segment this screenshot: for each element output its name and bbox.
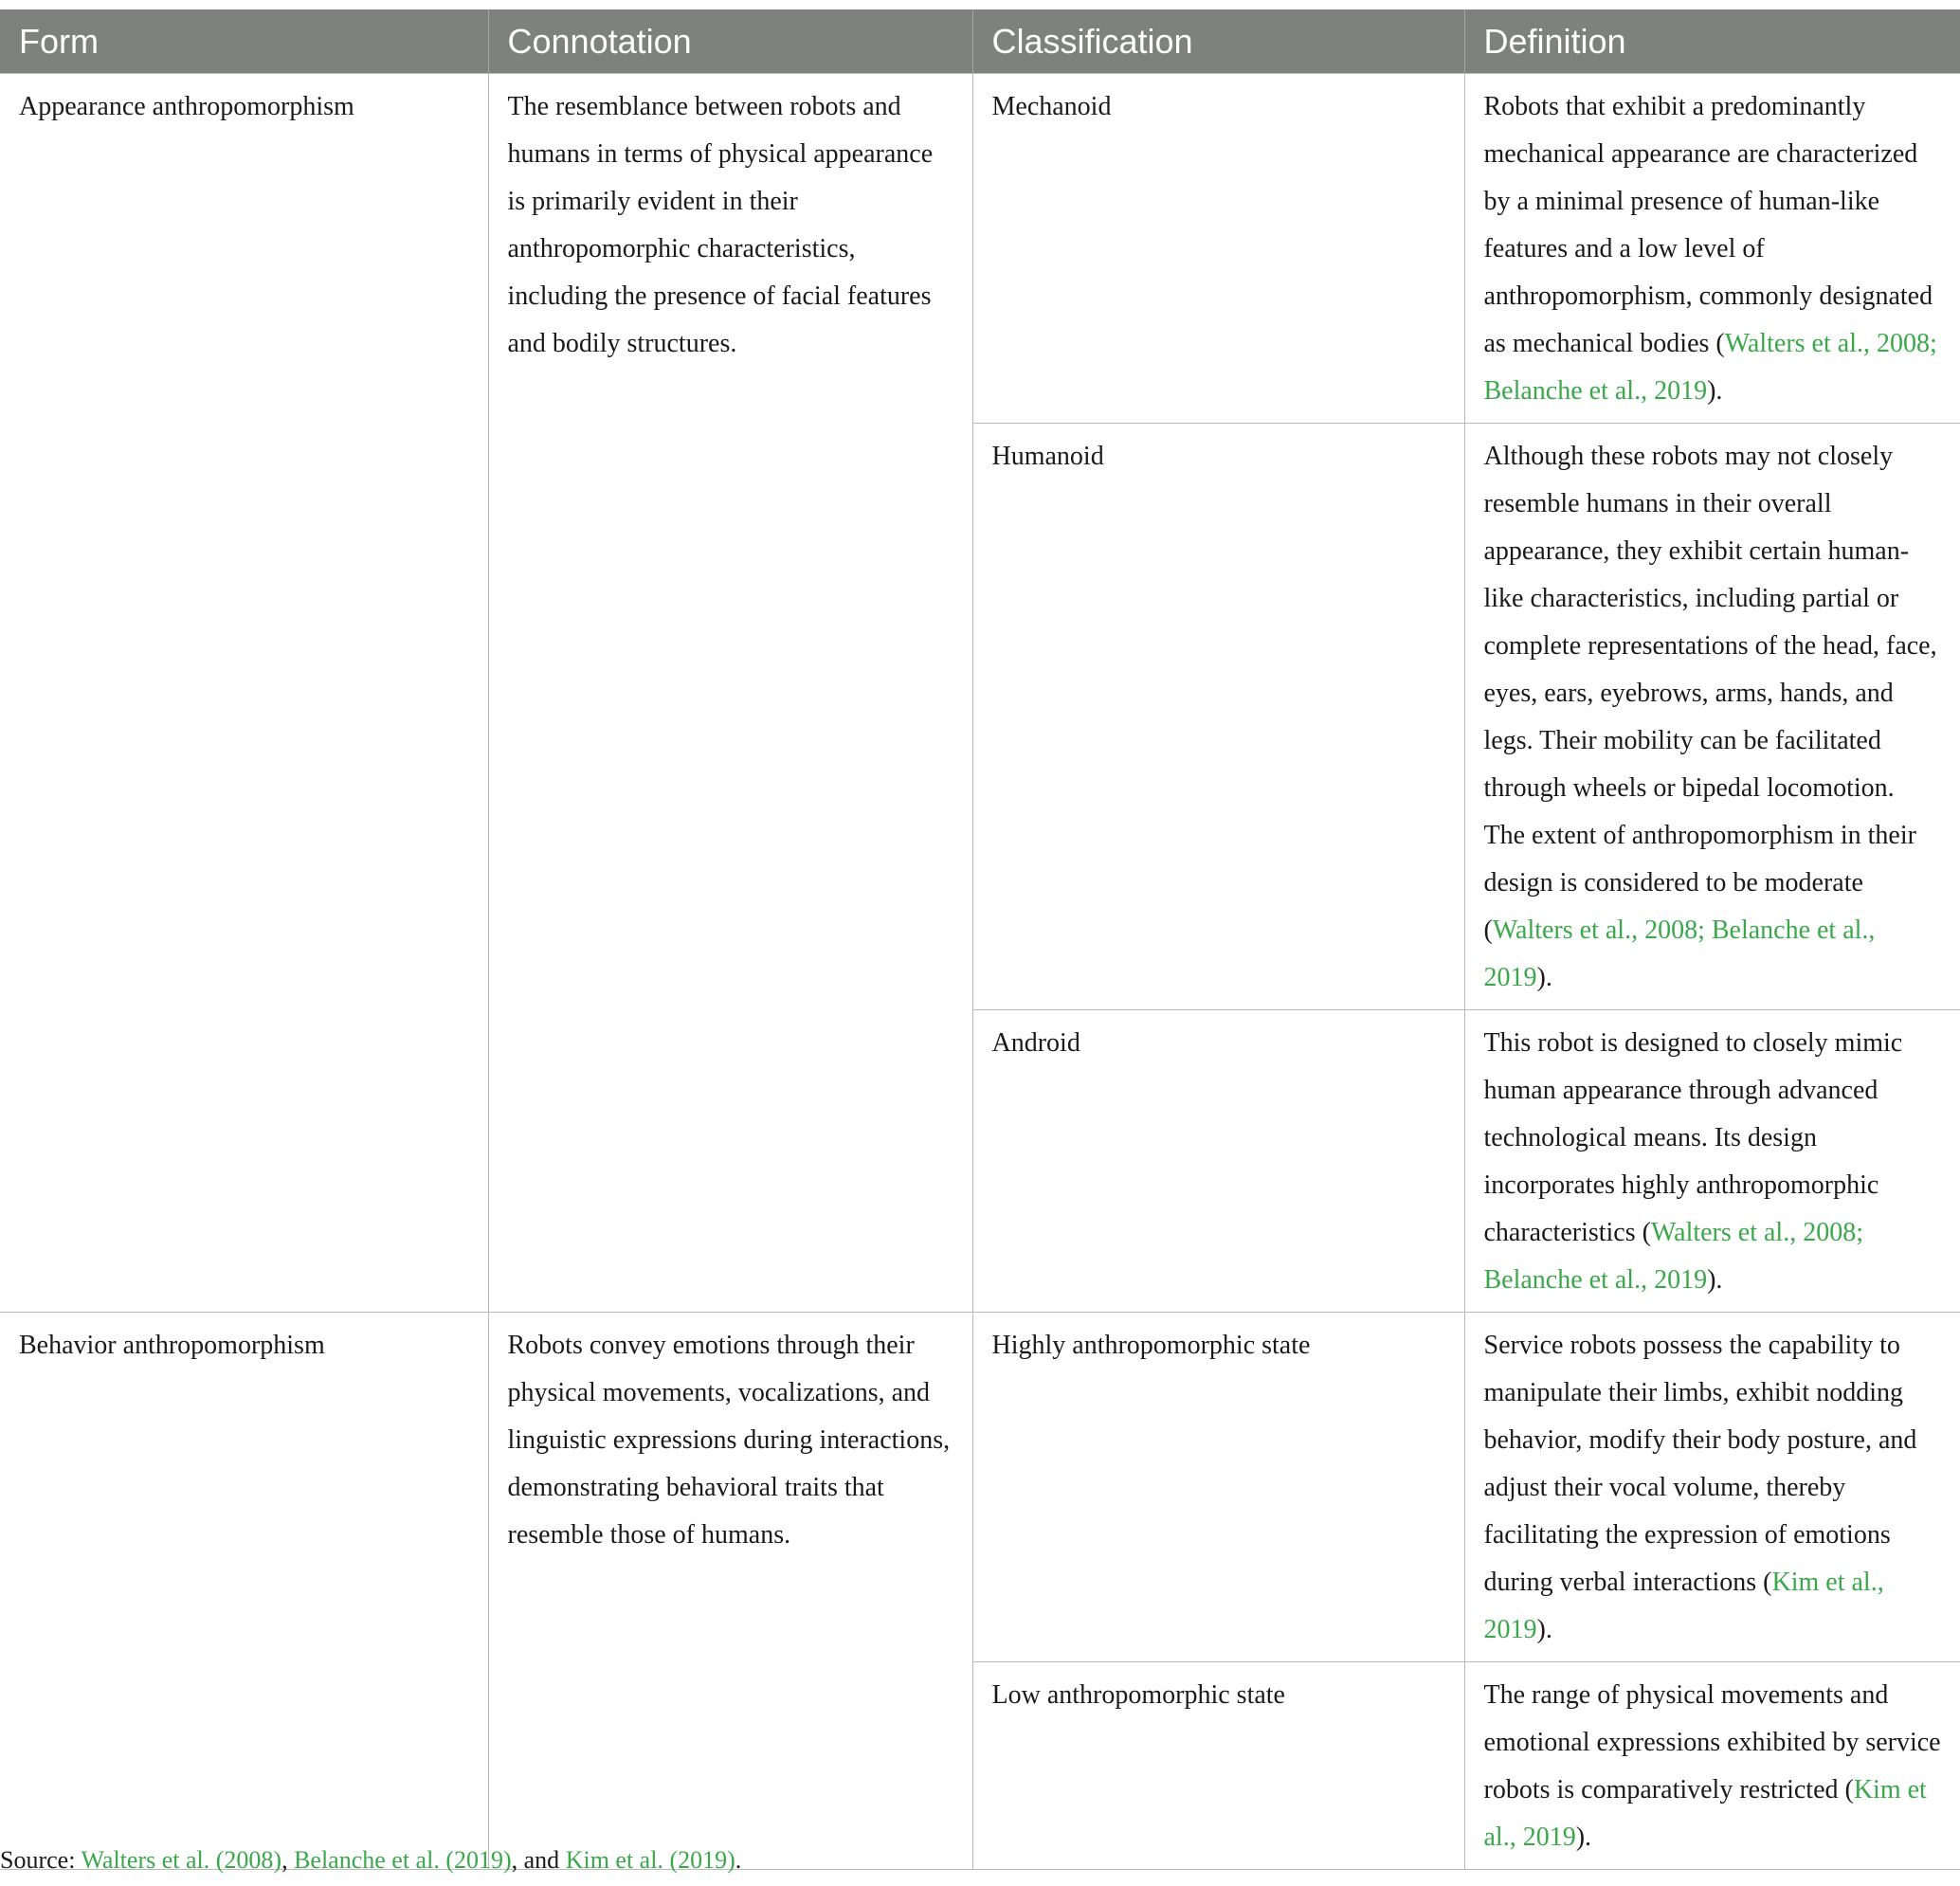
source-citation-kim[interactable]: Kim et al. (2019) bbox=[565, 1846, 735, 1874]
definition-cell bbox=[1464, 1313, 1960, 1662]
source-note bbox=[0, 1844, 741, 1877]
definition-text: This robot is designed to closely mimic human appearance through advanced technological means. Its design incorporates highly anthropomorphic characteristics ( bbox=[1483, 1028, 1903, 1247]
definition-end: ). bbox=[1536, 963, 1552, 992]
source-label: Source: bbox=[0, 1846, 82, 1874]
citation-link[interactable]: Kim et al., 2019 bbox=[1483, 1568, 1884, 1644]
source-separator: , bbox=[281, 1846, 295, 1874]
citation-link[interactable]: Walters et al., 2008; Belanche et al., 2019 bbox=[1483, 916, 1876, 992]
source-separator: , and bbox=[511, 1846, 566, 1874]
definition-cell bbox=[1464, 74, 1960, 424]
definition-text: The range of physical movements and emotional expressions exhibited by service robots is comparatively restricted ( bbox=[1483, 1680, 1941, 1804]
connotation-cell: The resemblance between robots and humans in terms of physical appearance is primarily evident in their anthropomorphic characteristics, including the presence of facial features and bodily structures. bbox=[488, 74, 972, 1313]
form-cell: Behavior anthropomorphism bbox=[0, 1313, 488, 1870]
citation-link[interactable]: Walters et al., 2008; Belanche et al., 2019 bbox=[1483, 1218, 1863, 1295]
classification-cell: Low anthropomorphic state bbox=[972, 1662, 1464, 1870]
classification-table bbox=[0, 9, 1960, 1870]
definition-end: ). bbox=[1536, 1615, 1552, 1644]
classification-cell: Android bbox=[972, 1010, 1464, 1313]
header-form: Form bbox=[0, 9, 488, 74]
definition-cell bbox=[1464, 424, 1960, 1010]
connotation-cell: Robots convey emotions through their physical movements, vocalizations, and linguistic expressions during interactions, demonstrating behavioral traits that resemble those of humans. bbox=[488, 1313, 972, 1870]
citation-link[interactable]: Walters et al., 2008; Belanche et al., 2019 bbox=[1483, 329, 1937, 406]
header-definition: Definition bbox=[1464, 9, 1960, 74]
classification-cell: Humanoid bbox=[972, 424, 1464, 1010]
definition-end: ). bbox=[1707, 1265, 1723, 1295]
definition-cell bbox=[1464, 1010, 1960, 1313]
table-row bbox=[0, 1313, 1960, 1662]
header-row bbox=[0, 9, 1960, 74]
definition-text: Robots that exhibit a predominantly mechanical appearance are characterized by a minimal presence of human-like features and a low level of anthropomorphism, commonly designated as mechanical bodies ( bbox=[1483, 92, 1933, 358]
header-connotation: Connotation bbox=[488, 9, 972, 74]
citation-link[interactable]: Kim et al., 2019 bbox=[1483, 1775, 1927, 1852]
classification-cell: Mechanoid bbox=[972, 74, 1464, 424]
definition-cell bbox=[1464, 1662, 1960, 1870]
form-cell: Appearance anthropomorphism bbox=[0, 74, 488, 1313]
definition-end: ). bbox=[1707, 376, 1723, 406]
classification-cell: Highly anthropomorphic state bbox=[972, 1313, 1464, 1662]
definition-text: Although these robots may not closely resemble humans in their overall appearance, they exhibit certain human-like characteristics, including partial or complete representations of the head, face, eyes, ears, eyebrows, arms, hands, and legs. Their mobility can be facilitated through wheels or bipedal locomotion. The extent of anthropomorphism in their design is considered to be moderate ( bbox=[1483, 442, 1937, 945]
header-classification: Classification bbox=[972, 9, 1464, 74]
definition-end: ). bbox=[1575, 1823, 1592, 1852]
source-citation-belanche[interactable]: Belanche et al. (2019) bbox=[294, 1846, 512, 1874]
table-row bbox=[0, 74, 1960, 424]
source-citation-walters[interactable]: Walters et al. (2008) bbox=[81, 1846, 282, 1874]
source-end: . bbox=[735, 1846, 742, 1874]
definition-text: Service robots possess the capability to manipulate their limbs, exhibit nodding behavior, modify their body posture, and adjust their vocal volume, thereby facilitating the expression of emotions during verbal interactions ( bbox=[1483, 1331, 1917, 1597]
